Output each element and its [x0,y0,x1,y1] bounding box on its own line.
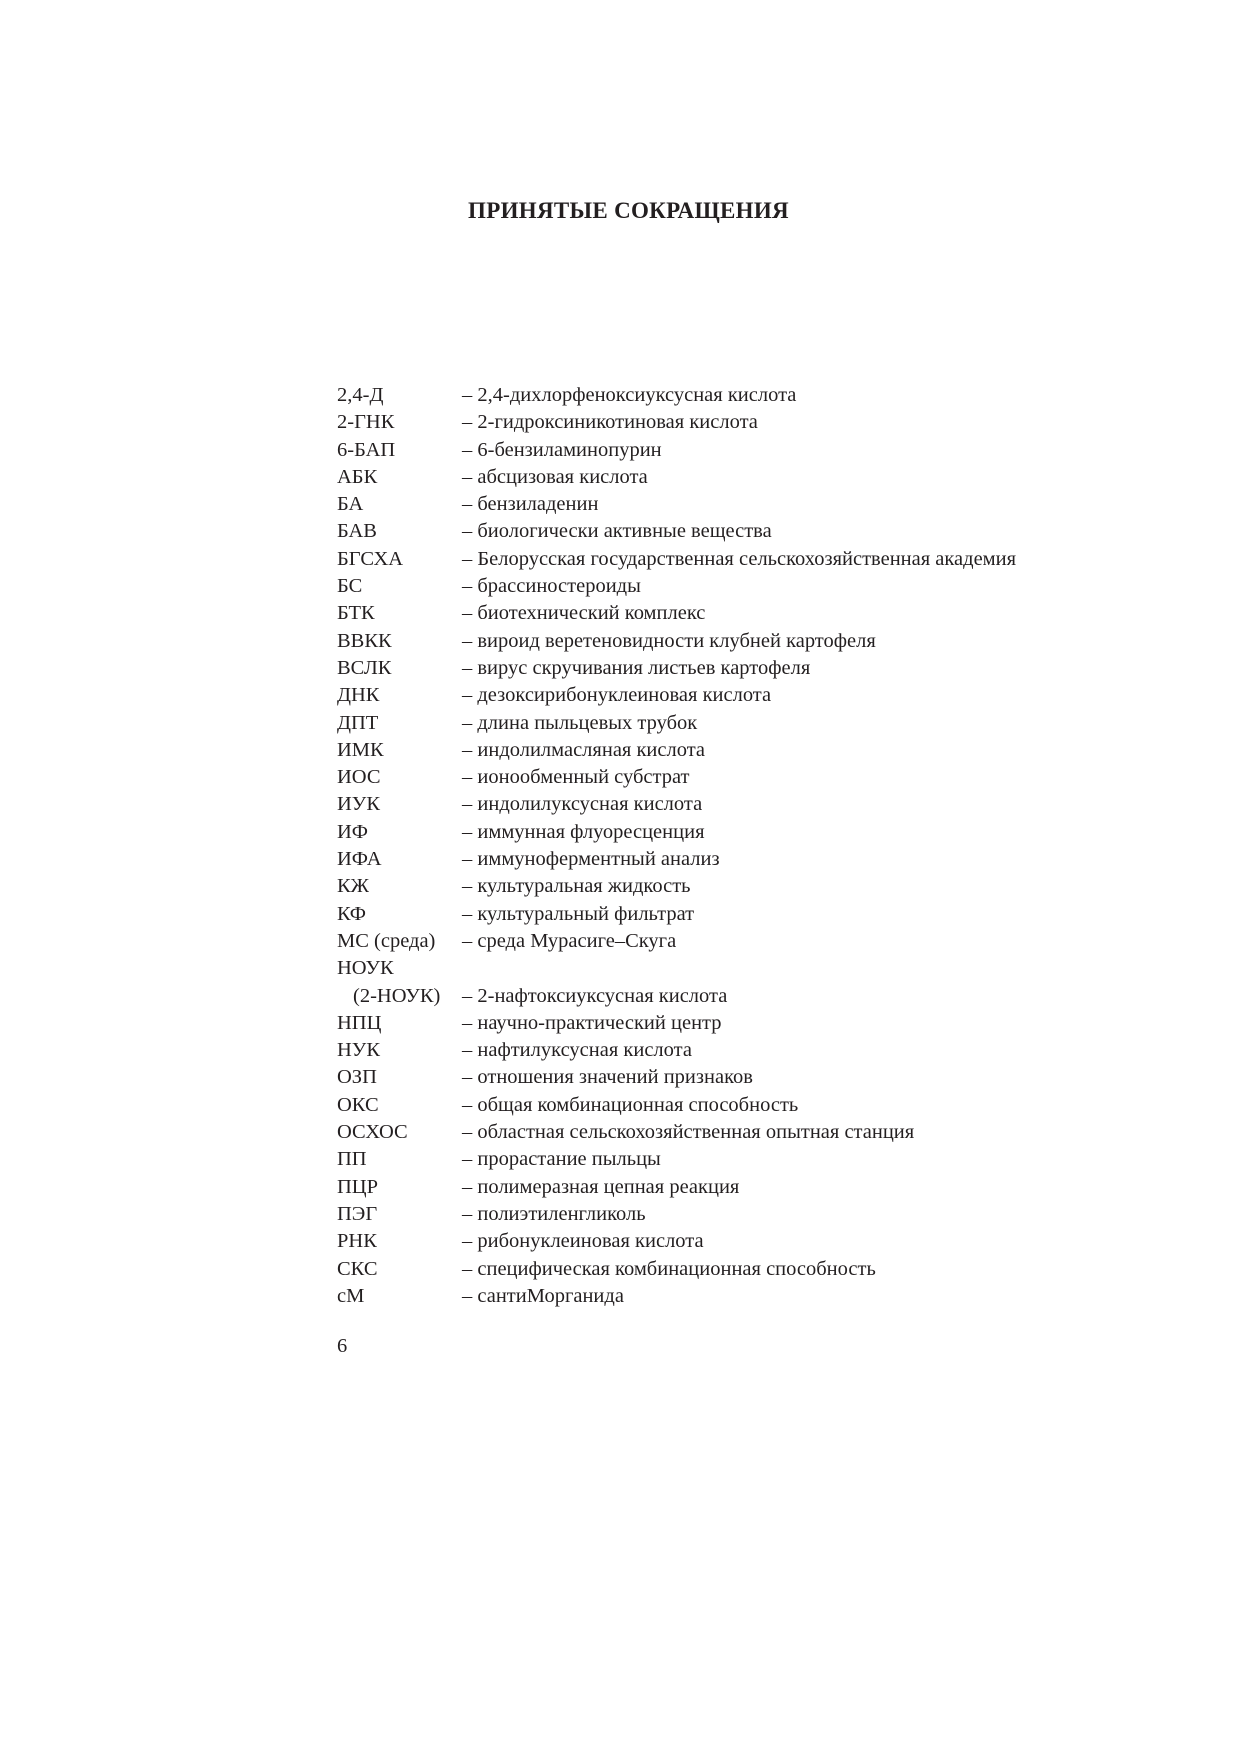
abbreviation-definition: – научно-практический центр [462,1011,722,1034]
abbreviation-term: ИОС [337,766,381,789]
list-item [337,382,1117,409]
list-item [337,437,1117,464]
abbreviation-definition: – областная сельскохозяйственная опытная станция [462,1121,915,1144]
list-item [337,846,1117,873]
abbreviation-definition: – биологически активные вещества [462,520,772,543]
list-item [337,983,1117,1010]
abbreviation-list [337,382,1117,1310]
list-item [337,710,1117,737]
abbreviation-definition: – общая комбинационная способность [462,1093,799,1116]
abbreviation-term: ВВКК [337,629,392,652]
abbreviation-definition: – прорастание пыльцы [462,1148,661,1171]
abbreviation-term: ОЗП [337,1066,377,1089]
list-item [337,409,1117,436]
list-item [337,518,1117,545]
abbreviation-term: МС (среда) [337,929,436,952]
abbreviation-term: ОСХОС [337,1121,408,1144]
list-item [337,1119,1117,1146]
abbreviation-definition: – абсцизовая кислота [462,465,648,488]
list-item [337,464,1117,491]
list-item [337,955,1117,982]
list-item [337,764,1117,791]
list-item [337,791,1117,818]
abbreviation-definition: – рибонуклеиновая кислота [462,1230,704,1253]
page-title: ПРИНЯТЫЕ СОКРАЩЕНИЯ [468,198,789,223]
abbreviation-term: ОКС [337,1093,379,1116]
abbreviation-definition: – ионообменный субстрат [462,766,690,789]
abbreviation-definition: – культуральная жидкость [462,875,691,898]
list-item [337,1092,1117,1119]
list-item [337,1146,1117,1173]
abbreviation-term: КФ [337,902,366,925]
abbreviation-term: КЖ [337,875,370,898]
abbreviation-term: ДНК [337,684,380,707]
abbreviation-term: ПЦР [337,1175,379,1198]
list-item [337,600,1117,627]
abbreviation-definition: – брассиностероиды [462,575,641,598]
abbreviation-definition: – 2-гидроксиникотиновая кислота [462,411,758,434]
abbreviation-term: НПЦ [337,1011,382,1034]
abbreviation-term: РНК [337,1230,377,1253]
abbreviation-definition: – нафтилуксусная кислота [462,1039,692,1062]
abbreviation-definition: – иммунная флуоресценция [462,820,705,843]
abbreviation-definition: – бензиладенин [462,493,599,516]
abbreviation-term: ИМК [337,738,384,761]
abbreviation-definition: – отношения значений признаков [462,1066,753,1089]
abbreviation-term: 2,4-Д [337,384,384,406]
list-item [337,491,1117,518]
list-item [337,1037,1117,1064]
abbreviation-term: сМ [337,1284,365,1307]
list-item [337,873,1117,900]
list-item [337,1256,1117,1283]
abbreviation-definition: – биотехнический комплекс [462,602,706,625]
list-item [337,1010,1117,1037]
list-item [337,1228,1117,1255]
list-item [337,628,1117,655]
abbreviation-definition: – среда Мурасиге–Скуга [462,929,677,952]
list-item [337,1201,1117,1228]
list-item [337,1174,1117,1201]
abbreviation-definition: – иммуноферментный анализ [462,848,720,871]
abbreviation-term: ВСЛК [337,656,392,679]
abbreviation-definition: – вироид веретеновидности клубней картофеля [462,629,876,652]
abbreviation-definition: – полимеразная цепная реакция [462,1175,740,1198]
abbreviation-definition: – Белорусская государственная сельскохозяйственная академия [462,547,1017,570]
abbreviation-definition: – вирус скручивания листьев картофеля [462,656,811,679]
abbreviation-term: ПЭГ [337,1202,378,1225]
abbreviation-term: (2-НОУК) [353,984,441,1007]
abbreviation-definition: – 6-бензиламинопурин [462,438,662,461]
abbreviation-term: БА [337,493,364,516]
abbreviation-term: БАВ [337,520,377,543]
abbreviation-term: ИФА [337,848,382,871]
list-item [337,928,1117,955]
list-item [337,655,1117,682]
abbreviation-term: НОУК [337,957,394,980]
abbreviation-term: СКС [337,1257,378,1280]
list-item [337,682,1117,709]
abbreviation-term: ИФ [337,820,369,843]
abbreviation-definition: – длина пыльцевых трубок [462,711,698,734]
abbreviation-term: БС [337,575,363,598]
abbreviation-definition: – полиэтиленгликоль [462,1202,646,1225]
list-item [337,737,1117,764]
list-item [337,901,1117,928]
abbreviation-definition: – специфическая комбинационная способность [462,1257,876,1280]
list-item [337,546,1117,573]
abbreviation-term: 2-ГНК [337,411,395,434]
abbreviation-definition: – сантиМорганида [462,1284,624,1307]
abbreviation-definition: – дезоксирибонуклеиновая кислота [462,684,772,707]
abbreviation-term: АБК [337,465,378,488]
abbreviation-term: 6-БАП [337,438,396,461]
abbreviation-term: БГСХА [337,547,404,570]
abbreviation-term: БТК [337,602,375,625]
page-number: 6 [337,1335,348,1357]
abbreviation-definition: – 2-нафтоксиуксусная кислота [462,984,728,1007]
list-item [337,1283,1117,1310]
abbreviation-term: НУК [337,1039,380,1062]
list-item [337,573,1117,600]
list-item [337,1064,1117,1091]
abbreviation-definition: – 2,4-дихлорфеноксиуксусная кислота [462,384,797,406]
list-item [337,819,1117,846]
abbreviation-term: ДПТ [337,711,379,734]
abbreviation-term: ИУК [337,793,380,816]
abbreviation-definition: – индолилуксусная кислота [462,793,703,816]
abbreviation-definition: – индолилмасляная кислота [462,738,706,761]
abbreviation-term: ПП [337,1148,367,1171]
abbreviation-definition: – культуральный фильтрат [462,902,695,925]
